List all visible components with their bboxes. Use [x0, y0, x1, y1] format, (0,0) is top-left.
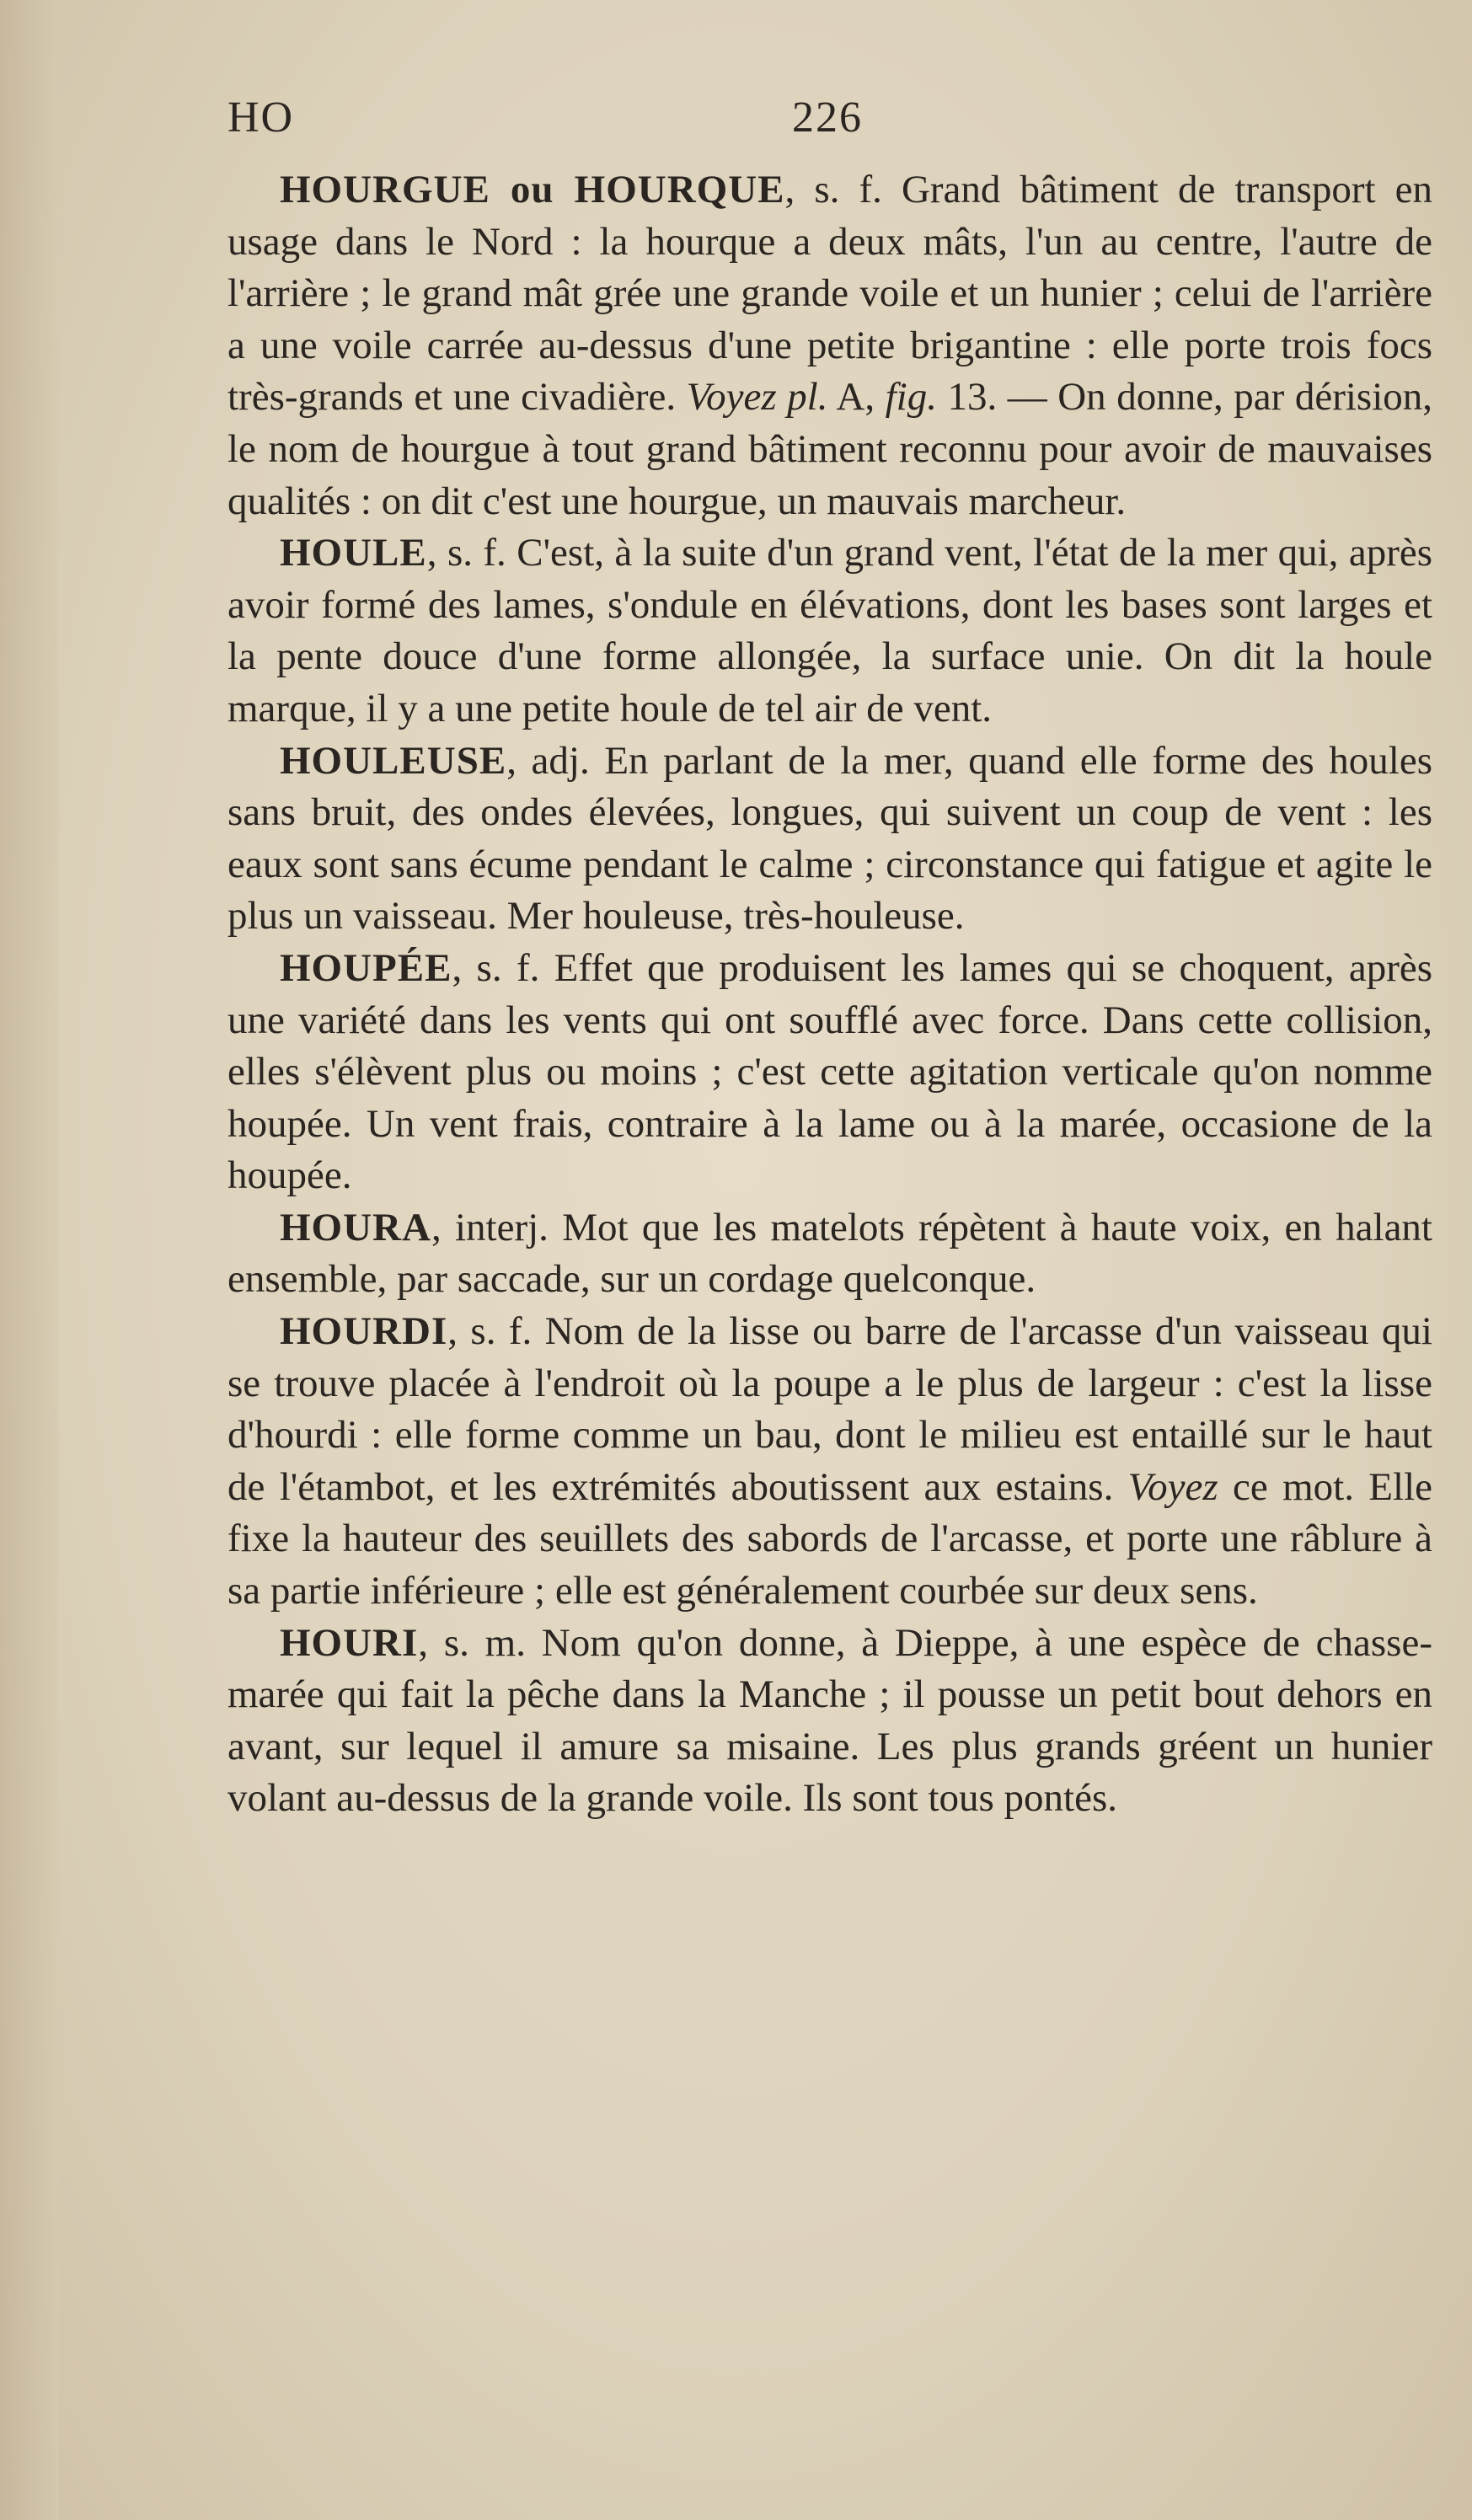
entry-text: , s. f. Effet que produisent les lames qui se choquent, après une variété dans les vents qui ont soufflé avec force. Dans cette collision, elles s'élèvent plus ou moins ; c'est cette agitation verticale qu'on nomme houpée. Un vent frais, contraire à la lame ou à la marée, occasione de la houpée.: [227, 945, 1432, 1198]
entry-houri: [227, 1618, 1432, 1825]
headword: HOURGUE ou HOURQUE: [280, 168, 785, 211]
headword: HOURA: [280, 1205, 431, 1249]
page-gutter-shadow: [0, 0, 59, 2520]
dictionary-text: [227, 164, 1432, 1825]
entry-houra: [227, 1202, 1432, 1306]
entry-houleuse: [227, 736, 1432, 943]
entry-text: , s. m. Nom qu'on donne, à Dieppe, à une espèce de chasse-marée qui fait la pêche dans la Manche ; il pousse un petit bout dehors en avant, sur lequel il amure sa misaine. Les plus grands gréent un hunier volant au-dessus de la grande voile. Ils sont tous pontés.: [227, 1620, 1432, 1821]
entry-text: , s. f. Grand bâtiment de transport en usage dans le Nord : la hourque a deux mâts, l'un au centre, l'autre de l'arrière ; le grand mât grée une grande voile et un hunier ; celui de l'arrière a une voile carrée au-dessus d'une petite brigantine : elle porte trois focs très-grands et une civadière.: [227, 168, 1432, 420]
entry-text: , s. f. C'est, à la suite d'un grand vent, l'état de la mer qui, après avoir formé des lames, s'ondule en élévations, dont les bases sont larges et la pente douce d'une forme allongée, la surface unie. On dit la houle marque, il y a une petite houle de tel air de vent.: [227, 531, 1432, 730]
running-head: HO: [227, 94, 295, 142]
entry-text: 13. — On donne, par dérision, le nom de hourgue à tout grand bâtiment reconnu pour avoir de mauvaises qualités : on dit c'est une hourgue, un mauvais marcheur.: [227, 375, 1433, 523]
headword: HOULEUSE: [280, 738, 507, 783]
entry-italic: Voyez: [1127, 1464, 1218, 1509]
page-header: [227, 93, 1337, 152]
headword: HOULE: [280, 531, 427, 575]
entry-text: , s. f. Nom de la lisse ou barre de l'arcasse d'un vaisseau qui se trouve placée à l'endroit où la poupe a le plus de largeur : c'est la lisse d'hourdi : elle forme comme un bau, dont le milieu est entaillé sur le haut de l'étambot, et les extrémités aboutissent aux estains.: [227, 1309, 1432, 1509]
entry-hourgue: [227, 164, 1432, 527]
entry-houle: [227, 527, 1432, 735]
entry-italic: fig.: [885, 375, 937, 420]
entry-text: , adj. En parlant de la mer, quand elle forme des houles sans bruit, des ondes élevées, longues, qui suivent un coup de vent : les eaux sont sans écume pendant le calme ; circonstance qui fatigue et agite le plus un vaisseau. Mer houleuse, très-houleuse.: [227, 738, 1432, 939]
page-number: 226: [792, 94, 863, 142]
entry-hourdi: [227, 1306, 1432, 1618]
headword: HOURI: [280, 1620, 419, 1665]
entry-text: A,: [827, 375, 886, 420]
entry-italic: Voyez pl.: [686, 375, 828, 420]
entry-houpee: [227, 943, 1432, 1202]
headword: HOURDI: [280, 1309, 448, 1354]
entry-text: , interj. Mot que les matelots répètent à haute voix, en halant ensemble, par saccade, sur un cordage quelconque.: [227, 1205, 1432, 1302]
entry-text: ce mot. Elle fixe la hauteur des seuillets des sabords de l'arcasse, et porte une râblure à sa partie inférieure ; elle est généralement courbée sur deux sens.: [227, 1464, 1432, 1613]
headword: HOUPÉE: [280, 945, 452, 990]
